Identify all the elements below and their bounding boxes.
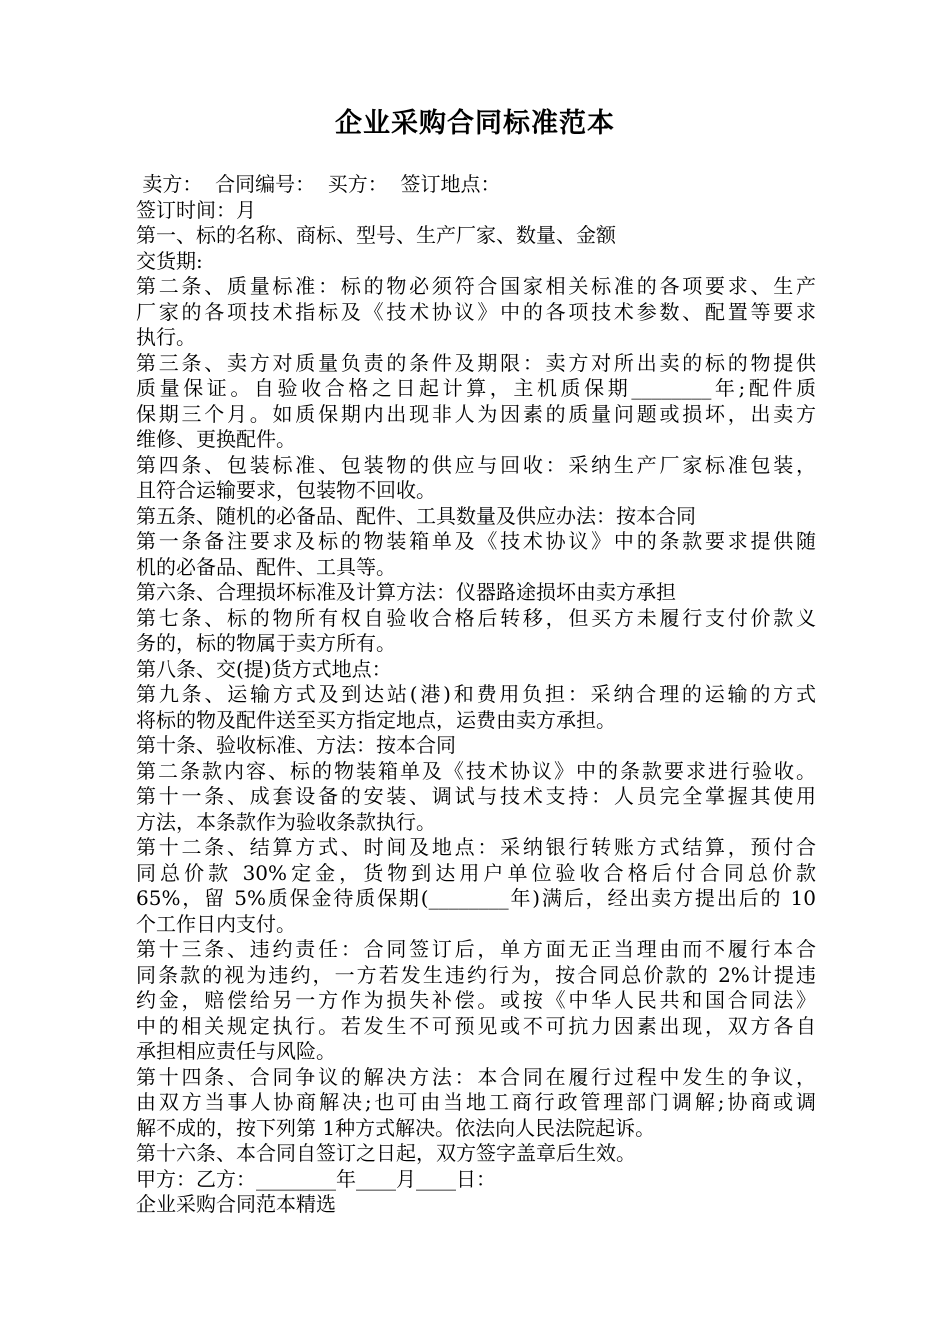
text-line: 第十六条、本合同自签订之日起，双方签字盖章后生效。 <box>136 1141 636 1165</box>
text-line: 由双方当事人协商解决;也可由当地工商行政管理部门调解;协商或调 <box>136 1090 816 1114</box>
text-line: 承担相应责任与风险。 <box>136 1039 336 1063</box>
text-line: 方法，本条款作为验收条款执行。 <box>136 809 436 834</box>
text-line: 第四条、包装标准、包装物的供应与回收：采纳生产厂家标准包装， <box>136 452 816 477</box>
text-line: 同总价款 30%定金，货物到达用户单位验收合格后付合同总价款 <box>136 860 816 885</box>
text-line: 甲方：乙方：________年____月____日： <box>136 1166 496 1191</box>
text-line: 第七条、标的物所有权自验收合格后转移，但买方未履行支付价款义 <box>136 605 816 630</box>
text-line: 第一条备注要求及标的物装箱单及《技术协议》中的条款要求提供随 <box>136 529 816 553</box>
text-line: 第十三条、违约责任：合同签订后，单方面无正当理由而不履行本合 <box>136 937 816 961</box>
text-line: 中的相关规定执行。若发生不可预见或不可抗力因素出现，双方各自 <box>136 1013 816 1038</box>
document-title: 企业采购合同标准范本 <box>335 108 615 139</box>
text-line: 第八条、交(提)货方式地点： <box>136 656 392 681</box>
text-line: 厂家的各项技术指标及《技术协议》中的各项技术参数、配置等要求 <box>136 299 816 324</box>
text-line: 务的，标的物属于卖方所有。 <box>136 631 396 655</box>
text-line: 交货期: <box>136 248 203 273</box>
text-line: 第一、标的名称、商标、型号、生产厂家、数量、金额 <box>136 223 616 247</box>
text-line: 维修、更换配件。 <box>136 427 296 451</box>
text-line: 65%，留 5%质保金待质保期(________年)满后，经出卖方提出后的 10 <box>136 886 816 910</box>
text-line: 签订时间：月 <box>136 197 256 222</box>
text-line: 第六条、合理损坏标准及计算方法：仪器路途损坏由卖方承担 <box>136 580 676 604</box>
text-line: 第二条、质量标准：标的物必须符合国家相关标准的各项要求、生产 <box>136 274 816 298</box>
text-line: 第五条、随机的必备品、配件、工具数量及供应办法：按本合同 <box>136 503 696 528</box>
text-line: 第十四条、合同争议的解决方法：本合同在履行过程中发生的争议， <box>136 1064 816 1089</box>
text-line: 企业采购合同范本精选 <box>136 1192 336 1216</box>
text-line: 第九条、运输方式及到达站(港)和费用负担：采纳合理的运输的方式 <box>136 682 816 706</box>
text-line: 同条款的视为违约，一方若发生违约行为，按合同总价款的 2%计提违 <box>136 962 816 987</box>
text-line: 执行。 <box>136 325 196 349</box>
text-line: 约金，赔偿给另一方作为损失补偿。或按《中华人民共和国合同法》 <box>136 988 816 1012</box>
text-line: 第十条、验收标准、方法：按本合同 <box>136 733 456 757</box>
text-line: 机的必备品、配件、工具等。 <box>136 554 396 579</box>
text-line: 保期三个月。如质保期内出现非人为因素的质量问题或损坏，出卖方 <box>136 401 816 426</box>
text-line: 且符合运输要求，包装物不回收。 <box>136 478 436 502</box>
text-line: 解不成的，按下列第 1种方式解决。依法向人民法院起诉。 <box>136 1115 656 1140</box>
text-line: 将标的物及配件送至买方指定地点，运费由卖方承担。 <box>136 707 616 732</box>
text-line: 第十二条、结算方式、时间及地点：采纳银行转账方式结算，预付合 <box>136 835 816 859</box>
text-line: 质量保证。自验收合格之日起计算，主机质保期________年;配件质 <box>136 376 816 400</box>
text-line: 第三条、卖方对质量负责的条件及期限：卖方对所出卖的标的物提供 <box>136 350 816 375</box>
text-line: 第二条款内容、标的物装箱单及《技术协议》中的条款要求进行验收。 <box>136 758 816 783</box>
text-line: 个工作日内支付。 <box>136 911 296 936</box>
document-body <box>136 172 816 1218</box>
text-line: 第十一条、成套设备的安装、调试与技术支持：人员完全掌握其使用 <box>136 784 816 808</box>
text-line: 卖方： 合同编号： 买方： 签订地点： <box>136 172 501 196</box>
